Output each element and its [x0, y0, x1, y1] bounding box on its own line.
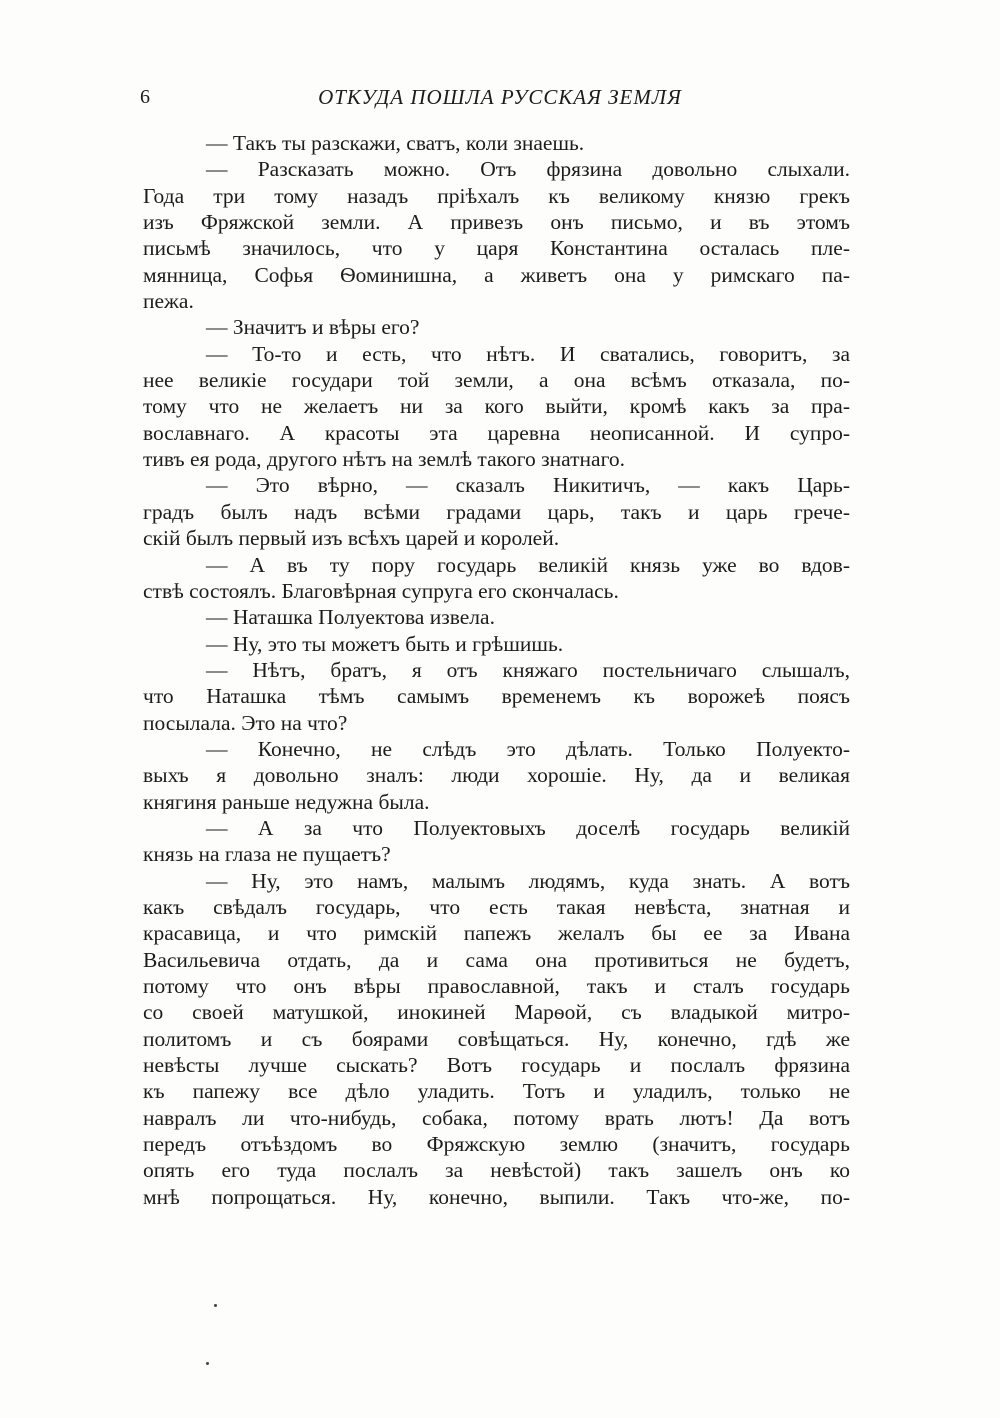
- body-text: [143, 130, 850, 1210]
- text-line: выхъ я довольно зналъ: люди хорошіе. Ну, да и великая: [143, 763, 850, 788]
- scan-speck: [206, 1362, 209, 1365]
- text-line: посылала. Это на что?: [143, 710, 348, 735]
- text-line: — А въ ту пору государь великій князь уже во вдов-: [206, 552, 850, 577]
- text-line: князь на глаза не пущаетъ?: [143, 842, 391, 867]
- text-line: мнѣ попрощаться. Ну, конечно, выпили. Такъ что-же, по-: [143, 1184, 850, 1209]
- text-line: опять его туда послалъ за невѣстой) такъ зашелъ онъ ко: [143, 1158, 850, 1183]
- running-title: ОТКУДА ПОШЛА РУССКАЯ ЗЕМЛЯ: [318, 85, 682, 109]
- text-line: изъ Фряжской земли. А привезъ онъ письмо, и въ этомъ: [143, 210, 850, 235]
- text-line: мянница, Софья Ѳоминишна, а живетъ она у римскаго па-: [143, 262, 850, 287]
- text-line: — Конечно, не слѣдъ это дѣлать. Только Полуекто-: [206, 736, 850, 761]
- text-line: передъ отъѣздомъ во Фряжскую землю (значитъ, государь: [143, 1132, 850, 1157]
- text-line: политомъ и съ боярами совѣщаться. Ну, конечно, гдѣ же: [143, 1026, 850, 1051]
- text-line: невѣсты лучше сыскать? Вотъ государь и послалъ фрязина: [143, 1053, 850, 1078]
- text-line: Васильевича отдать, да и сама она противиться не будетъ,: [143, 947, 850, 972]
- text-line: что Наташка тѣмъ самымъ временемъ къ ворожеѣ поясъ: [143, 684, 850, 709]
- text-line: вославнаго. А красоты эта царевна неописанной. И супро-: [143, 420, 850, 445]
- text-line: княгиня раньше недужна была.: [143, 789, 430, 814]
- text-line: Года три тому назадъ пріѣхалъ къ великому князю грекъ: [143, 183, 850, 208]
- text-line: письмѣ значилось, что у царя Константина осталась пле-: [143, 236, 850, 261]
- text-line: навралъ ли что-нибудь, собака, потому врать лютъ! Да вотъ: [143, 1105, 850, 1130]
- text-line: — Наташка Полуектова извела.: [206, 605, 495, 630]
- text-line: — То-то и есть, что нѣтъ. И сватались, говоритъ, за: [206, 341, 850, 366]
- text-line: — Это вѣрно, — сказалъ Никитичъ, — какъ Царь-: [206, 473, 850, 498]
- text-line: со своей матушкой, инокиней Марѳой, съ владыкой митро-: [143, 1000, 850, 1025]
- text-line: нее великіе государи той земли, а она всѣмъ отказала, по-: [143, 368, 850, 393]
- text-line: — Такъ ты разскажи, сватъ, коли знаешь.: [206, 131, 585, 155]
- text-line: градъ былъ надъ всѣми градами царь, такъ и царь грече-: [143, 499, 850, 524]
- text-line: — Ну, это намъ, малымъ людямъ, куда знать. А вотъ: [206, 868, 850, 893]
- text-line: потому что онъ вѣры православной, такъ и сталъ государь: [143, 974, 850, 998]
- text-line: ствѣ состоялъ. Благовѣрная супруга его скончалась.: [143, 578, 619, 603]
- text-line: — Разсказать можно. Отъ фрязина довольно слыхали.: [206, 157, 850, 182]
- text-line: красавица, и что римскій папежъ желалъ бы ее за Ивана: [143, 921, 850, 946]
- text-line: — Ну, это ты можетъ быть и грѣшишь.: [206, 631, 564, 656]
- scan-speck: [214, 1304, 217, 1307]
- text-line: тивъ ея рода, другого нѣтъ на землѣ такого знатнаго.: [143, 447, 625, 472]
- text-line: къ папежу все дѣло уладить. Тотъ и уладилъ, только не: [143, 1079, 850, 1104]
- text-line: — Нѣтъ, братъ, я отъ княжаго постельничаго слышалъ,: [206, 657, 850, 682]
- text-line: — А за что Полуектовыхъ доселѣ государь великій: [206, 815, 850, 840]
- page-header: [140, 82, 860, 112]
- text-line: — Значитъ и вѣры его?: [206, 315, 420, 340]
- text-line: тому что не желаетъ ни за кого выйти, кромѣ какъ за пра-: [143, 394, 850, 419]
- text-line: пежа.: [143, 289, 194, 314]
- text-line: какъ свѣдалъ государь, что есть такая невѣста, знатная и: [143, 894, 850, 919]
- page-number: 6: [140, 86, 150, 108]
- text-line: скій былъ первый изъ всѣхъ царей и королей.: [143, 526, 560, 551]
